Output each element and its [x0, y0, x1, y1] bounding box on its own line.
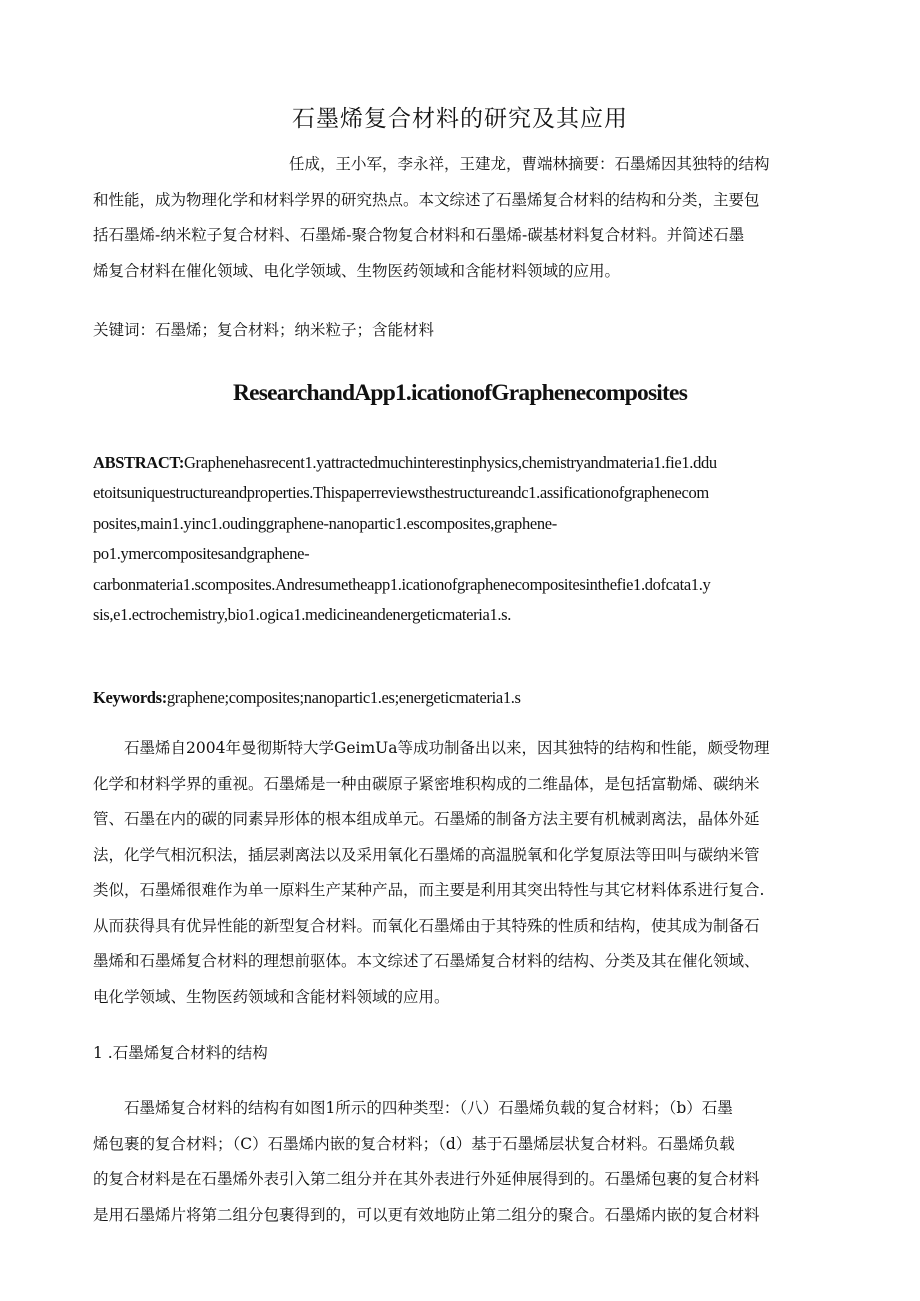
- keywords-en-label: Keywords:: [93, 688, 167, 707]
- intro-line: 从而获得具有优异性能的新型复合材料。而氧化石墨烯由于其特殊的性质和结构，使其成为制备石: [93, 916, 760, 935]
- intro-line: 法，化学气相沉积法，插层剥离法以及采用氧化石墨烯的高温脱氧和化学复原法等田叫与碳纳米管: [93, 845, 760, 864]
- abstract-cn: [93, 147, 828, 289]
- intro-line: 化学和材料学界的重视。石墨烯是一种由碳原子紧密堆积构成的二维晶体，是包括富勒烯、碳纳米: [93, 774, 760, 793]
- intro-paragraph: [93, 731, 828, 1015]
- intro-line: 类似，石墨烯很难作为单一原料生产某种产品，而主要是利用其突出特性与其它材料体系进行复合.: [93, 881, 765, 899]
- authors-and-abstract-line: 任成，王小军，李永祥，王建龙，曹端林摘要：石墨烯因其独特的结构: [289, 155, 770, 173]
- abstract-en-label: ABSTRACT:: [93, 453, 184, 472]
- abstract-en-line: etoitsuniquestructureandproperties.Thispaperreviewsthestructureandc1.assificationofgraphenecom: [93, 483, 709, 503]
- section1-paragraph: [93, 1091, 828, 1233]
- section1-line: 烯包裹的复合材料；（C）石墨烯内嵌的复合材料；（d）基于石墨烯层状复合材料。石墨烯负载: [93, 1134, 735, 1153]
- section1-line: 石墨烯复合材料的结构有如图1所示的四种类型：（八）石墨烯负载的复合材料；（b）石墨: [124, 1099, 733, 1117]
- abstract-en-line: po1.ymercompositesandgraphene-: [93, 544, 310, 564]
- keywords-cn: 关键词：石墨烯；复合材料；纳米粒子；含能材料: [93, 321, 435, 339]
- abstract-en-line: ABSTRACT:Graphenehasrecent1.yattractedmuchinterestinphysics,chemistryandmateria1.fie1.ddu: [93, 453, 717, 472]
- section-heading: 1 .石墨烯复合材料的结构: [93, 1044, 268, 1062]
- abstract-cn-line: 烯复合材料在催化领域、电化学领域、生物医药领域和含能材料领域的应用。: [93, 261, 621, 280]
- keywords-en-text: graphene;composites;nanopartic1.es;energeticmateria1.s: [166, 688, 521, 707]
- abstract-en-line: posites,main1.yinc1.oudinggraphene-nanopartic1.escomposites,graphene-: [93, 513, 557, 533]
- abstract-cn-line: 括石墨烯-纳米粒子复合材料、石墨烯-聚合物复合材料和石墨烯-碳基材料复合材料。并简述石墨: [93, 226, 745, 244]
- english-title: ResearchandApp1.icationofGraphenecomposites: [232, 380, 688, 406]
- paper-title: 石墨烯复合材料的研究及其应用: [292, 106, 628, 132]
- section1-line: 是用石墨烯片将第二组分包裹得到的，可以更有效地防止第二组分的聚合。石墨烯内嵌的复合材料: [93, 1205, 760, 1224]
- section1-line: 的复合材料是在石墨烯外表引入第二组分并在其外表进行外延伸展得到的。石墨烯包裹的复合材料: [93, 1170, 760, 1188]
- intro-line: 管、石墨在内的碳的同素异形体的根本组成单元。石墨烯的制备方法主要有机械剥离法，晶体外延: [93, 810, 760, 828]
- intro-line: 电化学领域、生物医药领域和含能材料领域的应用。: [93, 987, 450, 1006]
- abstract-en-line: carbonmateria1.scomposites.Andresumetheapp1.icationofgraphenecompositesinthefie1.dofcata1.y: [93, 574, 711, 594]
- keywords-en: [93, 688, 521, 708]
- intro-line: 墨烯和石墨烯复合材料的理想前驱体。本文综述了石墨烯复合材料的结构、分类及其在催化领域、: [93, 952, 760, 970]
- abstract-cn-line: 和性能，成为物理化学和材料学界的研究热点。本文综述了石墨烯复合材料的结构和分类，主要包: [93, 190, 760, 209]
- intro-line: 石墨烯自2004年曼彻斯特大学GeimUa等成功制备出以来，因其独特的结构和性能，颇受物理: [124, 739, 770, 757]
- abstract-en-line: sis,e1.ectrochemistry,bio1.ogica1.medicineandenergeticmateria1.s.: [93, 605, 512, 625]
- abstract-en: [93, 448, 833, 630]
